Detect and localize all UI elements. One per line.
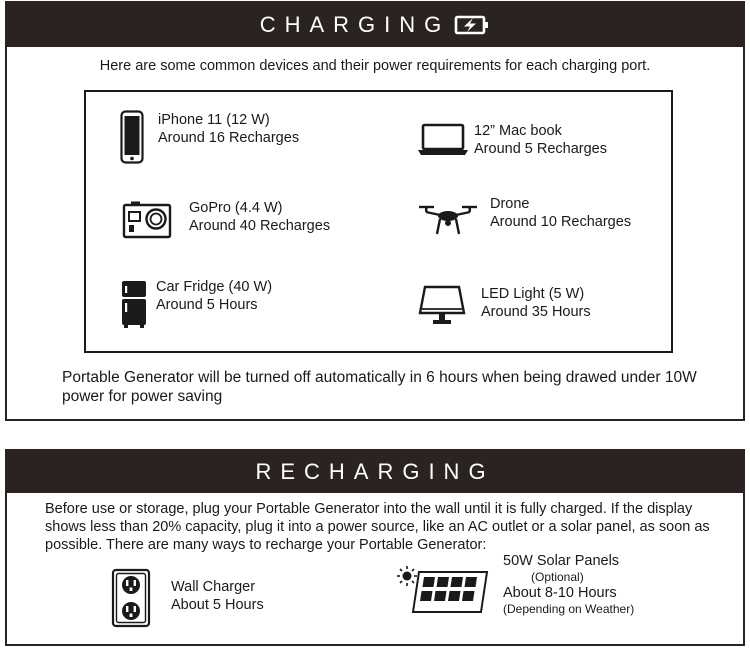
charging-intro: Here are some common devices and their power requirements for each charging port. [99, 58, 651, 74]
recharging-panel [5, 449, 745, 646]
device-detail: Around 5 Hours [156, 297, 258, 313]
fridge-icon [120, 280, 148, 328]
device-macbook [417, 122, 607, 158]
device-detail: Around 10 Recharges [490, 214, 632, 230]
battery-charging-icon [454, 14, 490, 36]
device-name: GoPro (4.4 W) [189, 200, 283, 216]
solar-label: 50W Solar Panels [503, 553, 620, 569]
solar-note: (Depending on Weather) [503, 602, 635, 616]
lamp-icon [417, 284, 467, 328]
device-car-fridge [120, 280, 272, 328]
device-name: 12” Mac book [474, 123, 562, 139]
laptop-icon [417, 123, 469, 157]
device-name: iPhone 11 (12 W) [158, 112, 270, 128]
recharging-header [7, 451, 743, 493]
solar-panel-icon [395, 560, 489, 616]
charging-panel [5, 1, 745, 421]
device-name: LED Light (5 W) [481, 286, 585, 302]
auto-off-note: Portable Generator will be turned off automatically in 6 hours when being drawed under 10W power for power saving [62, 369, 697, 405]
charging-title: CHARGING [259, 12, 451, 37]
wall-outlet-icon [111, 568, 151, 628]
device-detail: Around 5 Recharges [474, 141, 607, 157]
wall-charger-option [111, 568, 264, 628]
device-name: Car Fridge (40 W) [156, 279, 273, 295]
recharging-description: Before use or storage, plug your Portable Generator into the wall until it is fully charged. If the display shows less than 20% capacity, plug it into a power source, like an AC outlet or a solar panel, as soon as possible. There are many ways to recharge your Portable Generator: [45, 501, 710, 553]
device-detail: Around 35 Hours [481, 304, 591, 320]
drone-icon [418, 202, 478, 236]
device-gopro [121, 200, 330, 240]
device-iphone [116, 110, 299, 164]
devices-box [84, 90, 673, 353]
solar-optional: (Optional) [531, 570, 584, 584]
wall-charger-time: About 5 Hours [171, 597, 264, 613]
recharging-title: RECHARGING [255, 459, 495, 484]
sun-icon [397, 566, 417, 586]
device-led-light [417, 284, 591, 328]
device-detail: Around 40 Recharges [189, 218, 331, 234]
wall-charger-label: Wall Charger [171, 579, 256, 595]
device-drone [418, 196, 632, 236]
action-camera-icon [121, 200, 173, 240]
charging-header [7, 3, 743, 47]
device-name: Drone [490, 196, 530, 212]
smartphone-icon [116, 110, 148, 164]
solar-time: About 8-10 Hours [503, 585, 617, 601]
device-detail: Around 16 Recharges [158, 130, 300, 146]
solar-panel-option [395, 553, 635, 616]
